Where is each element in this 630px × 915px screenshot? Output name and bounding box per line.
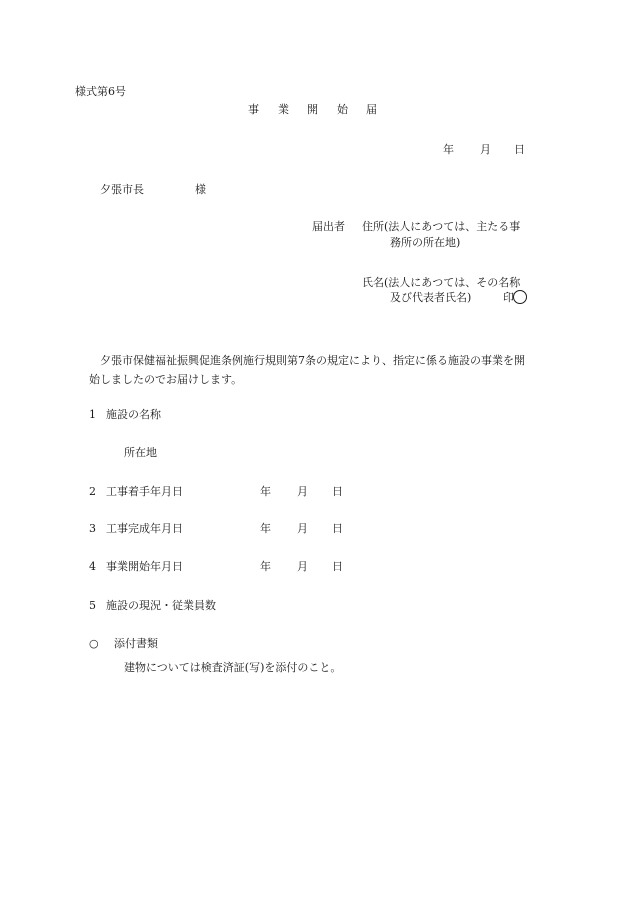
title-char: 開	[307, 103, 318, 116]
item-label: 工事着手年月日	[106, 485, 183, 498]
item-number: 3	[89, 522, 96, 535]
addressee-name: 夕張市長	[100, 183, 144, 196]
title-char: 事	[248, 103, 259, 116]
title-char: 届	[366, 103, 377, 116]
item-label: 事業開始年月日	[106, 560, 183, 573]
item-month-label: 月	[297, 485, 308, 498]
form-number: 様式第6号	[75, 85, 126, 98]
body-line-2: 始しましたのでお届けします。	[89, 373, 243, 386]
item-number: 2	[89, 485, 96, 498]
name-label-line2: 及び代表者氏名)	[390, 291, 472, 304]
item-label: 施設の名称	[106, 408, 161, 421]
date-month-label: 月	[480, 143, 491, 156]
item-number: 4	[89, 560, 96, 573]
title-char: 業	[278, 103, 289, 116]
applicant-role-label: 届出者	[312, 220, 345, 233]
seal-circle-icon	[513, 290, 527, 304]
title-char: 始	[337, 103, 348, 116]
address-label-line1: 住所(法人にあつては、主たる事	[362, 220, 521, 233]
name-label-line1: 氏名(法人にあつては、その名称	[362, 276, 521, 289]
item-sub-label: 所在地	[124, 446, 157, 459]
item-month-label: 月	[297, 522, 308, 535]
item-day-label: 日	[332, 560, 343, 573]
item-year-label: 年	[260, 560, 271, 573]
item-number: 1	[89, 408, 96, 421]
item-label: 工事完成年月日	[106, 522, 183, 535]
item-label: 施設の現況・従業員数	[106, 599, 216, 612]
item-day-label: 日	[332, 485, 343, 498]
attachments-note: 建物については検査済証(写)を添付のこと。	[124, 661, 342, 674]
attachments-label: 添付書類	[114, 637, 158, 650]
attachment-bullet-icon: ○	[89, 637, 99, 650]
item-day-label: 日	[332, 522, 343, 535]
date-day-label: 日	[514, 143, 525, 156]
address-label-line2: 務所の所在地)	[390, 236, 461, 249]
item-year-label: 年	[260, 485, 271, 498]
addressee-honorific: 様	[195, 183, 206, 196]
item-month-label: 月	[297, 560, 308, 573]
body-line-1: 夕張市保健福祉振興促進条例施行規則第7条の規定により、指定に係る施設の事業を開	[100, 354, 525, 367]
item-year-label: 年	[260, 522, 271, 535]
seal-label: 印	[503, 291, 514, 304]
date-year-label: 年	[443, 143, 454, 156]
item-number: 5	[89, 599, 96, 612]
